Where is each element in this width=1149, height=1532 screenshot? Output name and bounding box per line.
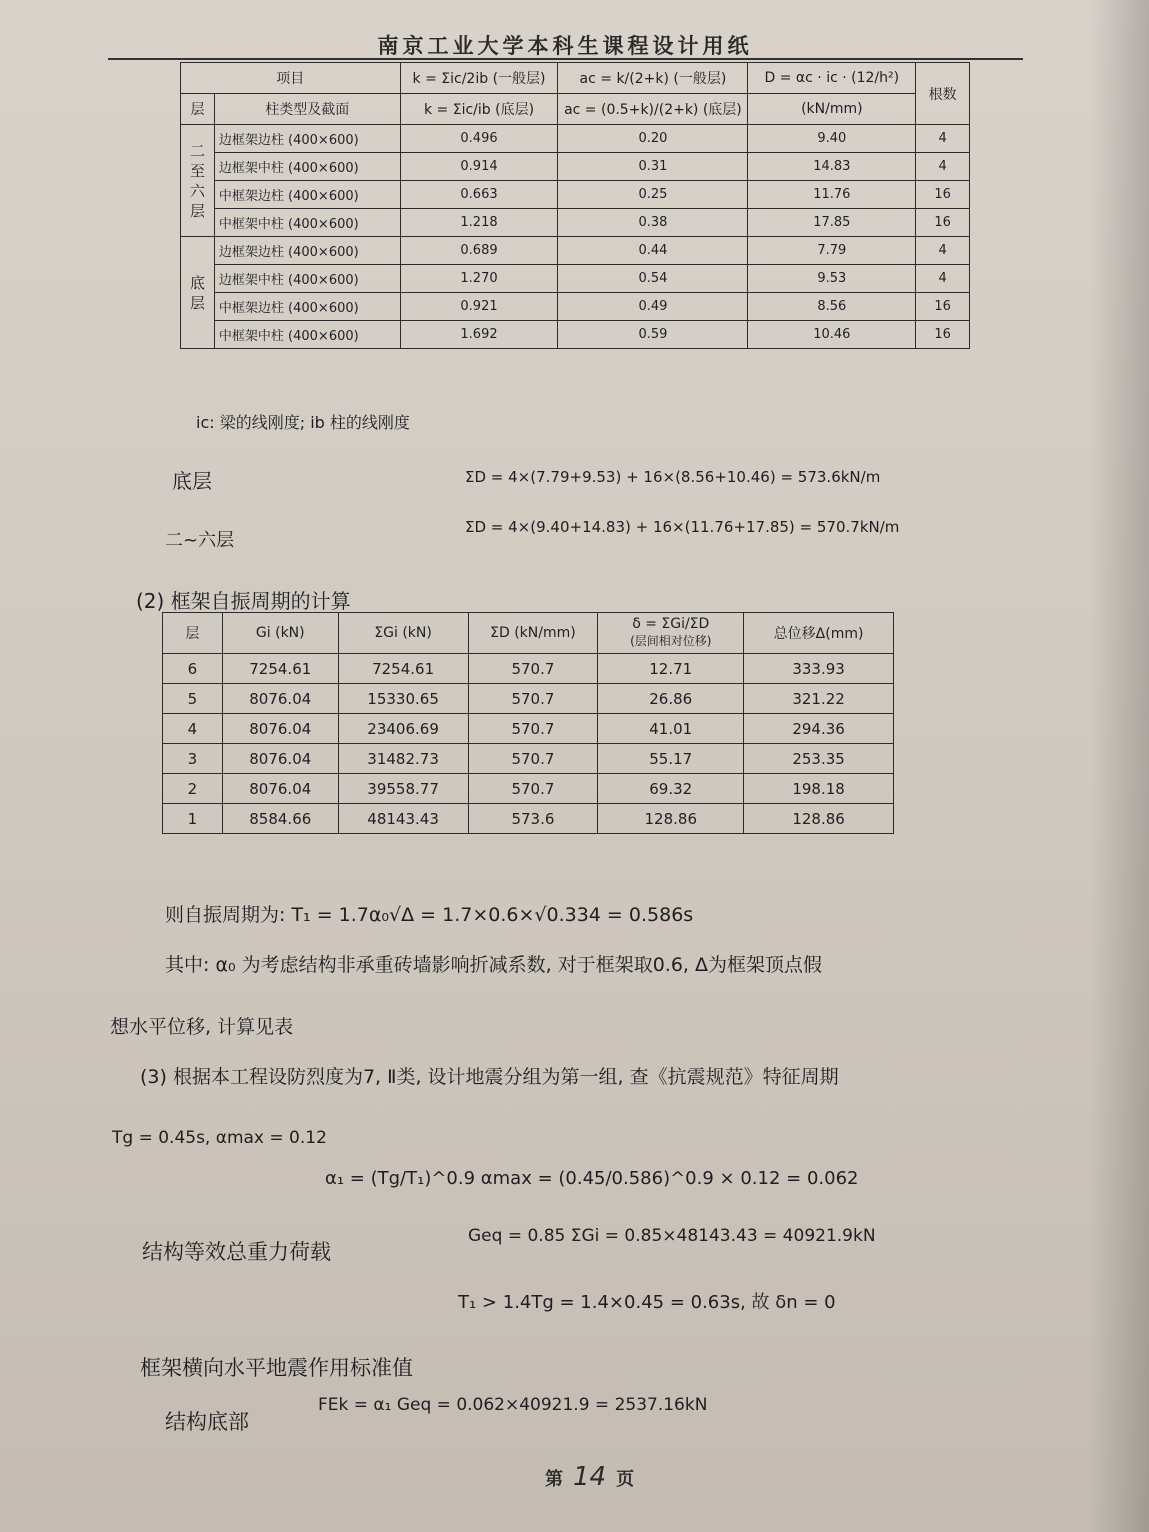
sum-upper-formula: ΣD = 4×(9.40+14.83) + 16×(11.76+17.85) = 570.7kN/m (465, 518, 900, 536)
base-label: 结构底部 (165, 1410, 249, 1434)
table-row (181, 209, 970, 237)
cell-d: 8.56 (748, 293, 916, 321)
period-table (162, 612, 894, 834)
table-row (163, 654, 894, 684)
table-row (163, 804, 894, 834)
cell-col: 中框架中柱 (400×600) (214, 321, 400, 349)
cell-col: 中框架中柱 (400×600) (214, 209, 400, 237)
cell-d: 17.85 (748, 209, 916, 237)
header-count: 根数 (916, 63, 970, 125)
cell-d: 14.83 (748, 153, 916, 181)
cell-count: 4 (916, 265, 970, 293)
cell-gi: 8076.04 (222, 684, 338, 714)
cell-sum-gi: 31482.73 (338, 744, 468, 774)
cell-ac: 0.54 (558, 265, 748, 293)
header-ac-general: ac = k/(2+k) (一般层) (558, 63, 748, 94)
table-row (181, 321, 970, 349)
cell-gi: 8076.04 (222, 714, 338, 744)
header-d-formula: D = αc · ic · (12/h²) (748, 63, 916, 94)
cell-floor: 1 (163, 804, 223, 834)
table-row (181, 237, 970, 265)
cell-k: 0.663 (400, 181, 558, 209)
cell-count: 4 (916, 125, 970, 153)
header-floor: 层 (163, 613, 223, 654)
cell-sum-gi: 15330.65 (338, 684, 468, 714)
cell-floor: 3 (163, 744, 223, 774)
cell-col: 边框架边柱 (400×600) (214, 237, 400, 265)
cell-ac: 0.31 (558, 153, 748, 181)
cell-delta: 55.17 (598, 744, 744, 774)
sum-bottom-formula: ΣD = 4×(7.79+9.53) + 16×(8.56+10.46) = 573.6kN/m (465, 468, 881, 486)
cell-sum-d: 570.7 (468, 744, 598, 774)
table-row (163, 714, 894, 744)
cell-col: 中框架边柱 (400×600) (214, 293, 400, 321)
cell-floor: 6 (163, 654, 223, 684)
fek-line: FEk = α₁ Geq = 0.062×40921.9 = 2537.16kN (318, 1395, 708, 1415)
cell-delta: 41.01 (598, 714, 744, 744)
footer-suffix: 页 (616, 1469, 635, 1490)
page-number: 14 (573, 1462, 607, 1492)
cell-k: 1.692 (400, 321, 558, 349)
cell-d: 9.40 (748, 125, 916, 153)
header-item: 项目 (181, 63, 401, 94)
cell-col: 边框架中柱 (400×600) (214, 153, 400, 181)
cell-ac: 0.20 (558, 125, 748, 153)
header-k-general: k = Σic/2ib (一般层) (400, 63, 558, 94)
cell-delta: 69.32 (598, 774, 744, 804)
table-header-row (181, 94, 970, 125)
cell-k: 1.270 (400, 265, 558, 293)
cell-ac: 0.25 (558, 181, 748, 209)
cell-ac: 0.38 (558, 209, 748, 237)
cell-gi: 8076.04 (222, 774, 338, 804)
cell-sum-d: 570.7 (468, 684, 598, 714)
explain-line-1: 其中: α₀ 为考虑结构非承重砖墙影响折减系数, 对于框架取0.6, Δ为框架顶点假 (165, 954, 822, 976)
stiffness-table (180, 62, 970, 349)
tg-line: Tg = 0.45s, αmax = 0.12 (112, 1128, 327, 1148)
cell-gi: 7254.61 (222, 654, 338, 684)
header-gi: Gi (kN) (222, 613, 338, 654)
cell-sum-gi: 7254.61 (338, 654, 468, 684)
stiffness-note: ic: 梁的线刚度; ib 柱的线刚度 (196, 413, 410, 432)
cell-d: 7.79 (748, 237, 916, 265)
cell-d: 9.53 (748, 265, 916, 293)
cell-floor: 5 (163, 684, 223, 714)
cell-delta: 26.86 (598, 684, 744, 714)
period-line: 则自振周期为: T₁ = 1.7α₀√Δ = 1.7×0.6×√0.334 = 0.586s (165, 904, 694, 926)
group-label-bottom: 底层 (181, 237, 215, 349)
cell-floor: 2 (163, 774, 223, 804)
cell-k: 0.496 (400, 125, 558, 153)
cell-count: 16 (916, 293, 970, 321)
cell-count: 4 (916, 153, 970, 181)
sum-bottom-label: 底层 (172, 469, 212, 493)
cell-total: 333.93 (744, 654, 894, 684)
table-row (181, 125, 970, 153)
cell-sum-gi: 23406.69 (338, 714, 468, 744)
cell-sum-d: 573.6 (468, 804, 598, 834)
header-col-type: 柱类型及截面 (214, 94, 400, 125)
header-delta (598, 613, 744, 654)
cell-sum-gi: 39558.77 (338, 774, 468, 804)
cell-count: 16 (916, 209, 970, 237)
table-row (181, 293, 970, 321)
page-footer (545, 1462, 634, 1492)
cell-total: 294.36 (744, 714, 894, 744)
cell-delta: 12.71 (598, 654, 744, 684)
frame-force-label: 框架横向水平地震作用标准值 (140, 1356, 413, 1380)
header-sum-gi: ΣGi (kN) (338, 613, 468, 654)
cell-d: 10.46 (748, 321, 916, 349)
table-row (163, 774, 894, 804)
cell-gi: 8076.04 (222, 744, 338, 774)
footer-prefix: 第 (545, 1469, 563, 1490)
cell-total: 253.35 (744, 744, 894, 774)
cell-k: 0.914 (400, 153, 558, 181)
cell-k: 0.921 (400, 293, 558, 321)
cell-k: 0.689 (400, 237, 558, 265)
cell-delta: 128.86 (598, 804, 744, 834)
cell-total: 321.22 (744, 684, 894, 714)
header-delta-note: (层间相对位移) (630, 634, 712, 648)
table-header-row (181, 63, 970, 94)
explain-line-2: 想水平位移, 计算见表 (110, 1016, 294, 1038)
page-header: 南京工业大学本科生课程设计用纸 (377, 34, 753, 58)
table-row (181, 265, 970, 293)
header-floor: 层 (181, 94, 215, 125)
alpha1-line: α₁ = (Tg/T₁)^0.9 αmax = (0.45/0.586)^0.9 × 0.12 = 0.062 (325, 1168, 859, 1189)
table-row (163, 684, 894, 714)
geq-label: 结构等效总重力荷载 (142, 1240, 331, 1264)
cell-count: 16 (916, 321, 970, 349)
header-k-bottom: k = Σic/ib (底层) (400, 94, 558, 125)
cell-sum-gi: 48143.43 (338, 804, 468, 834)
section-3-line: (3) 根据本工程设防烈度为7, Ⅱ类, 设计地震分组为第一组, 查《抗震规范》特征周期 (140, 1066, 839, 1088)
cell-ac: 0.49 (558, 293, 748, 321)
geq-line: Geq = 0.85 ΣGi = 0.85×48143.43 = 40921.9kN (468, 1226, 876, 1246)
cell-d: 11.76 (748, 181, 916, 209)
cell-sum-d: 570.7 (468, 774, 598, 804)
header-rule (108, 58, 1023, 60)
cell-total: 198.18 (744, 774, 894, 804)
sum-upper-label: 二~六层 (165, 530, 235, 551)
page-edge-shadow (1089, 0, 1149, 1532)
cell-k: 1.218 (400, 209, 558, 237)
cell-col: 边框架边柱 (400×600) (214, 125, 400, 153)
table-header-row (163, 613, 894, 654)
cell-sum-d: 570.7 (468, 654, 598, 684)
header-sum-d: ΣD (kN/mm) (468, 613, 598, 654)
table-row (163, 744, 894, 774)
header-d-unit: (kN/mm) (748, 94, 916, 125)
cell-col: 边框架中柱 (400×600) (214, 265, 400, 293)
t1-check-line: T₁ > 1.4Tg = 1.4×0.45 = 0.63s, 故 δn = 0 (458, 1292, 836, 1313)
cell-count: 4 (916, 237, 970, 265)
cell-ac: 0.44 (558, 237, 748, 265)
group-label-upper: 二至六层 (181, 125, 215, 237)
header-total: 总位移Δ(mm) (744, 613, 894, 654)
header-ac-bottom: ac = (0.5+k)/(2+k) (底层) (558, 94, 748, 125)
cell-total: 128.86 (744, 804, 894, 834)
table-row (181, 181, 970, 209)
header-delta-formula: δ = ΣGi/ΣD (632, 616, 710, 632)
cell-col: 中框架边柱 (400×600) (214, 181, 400, 209)
cell-gi: 8584.66 (222, 804, 338, 834)
cell-ac: 0.59 (558, 321, 748, 349)
cell-count: 16 (916, 181, 970, 209)
table-row (181, 153, 970, 181)
section-2-title: (2) 框架自振周期的计算 (136, 589, 351, 613)
cell-floor: 4 (163, 714, 223, 744)
cell-sum-d: 570.7 (468, 714, 598, 744)
